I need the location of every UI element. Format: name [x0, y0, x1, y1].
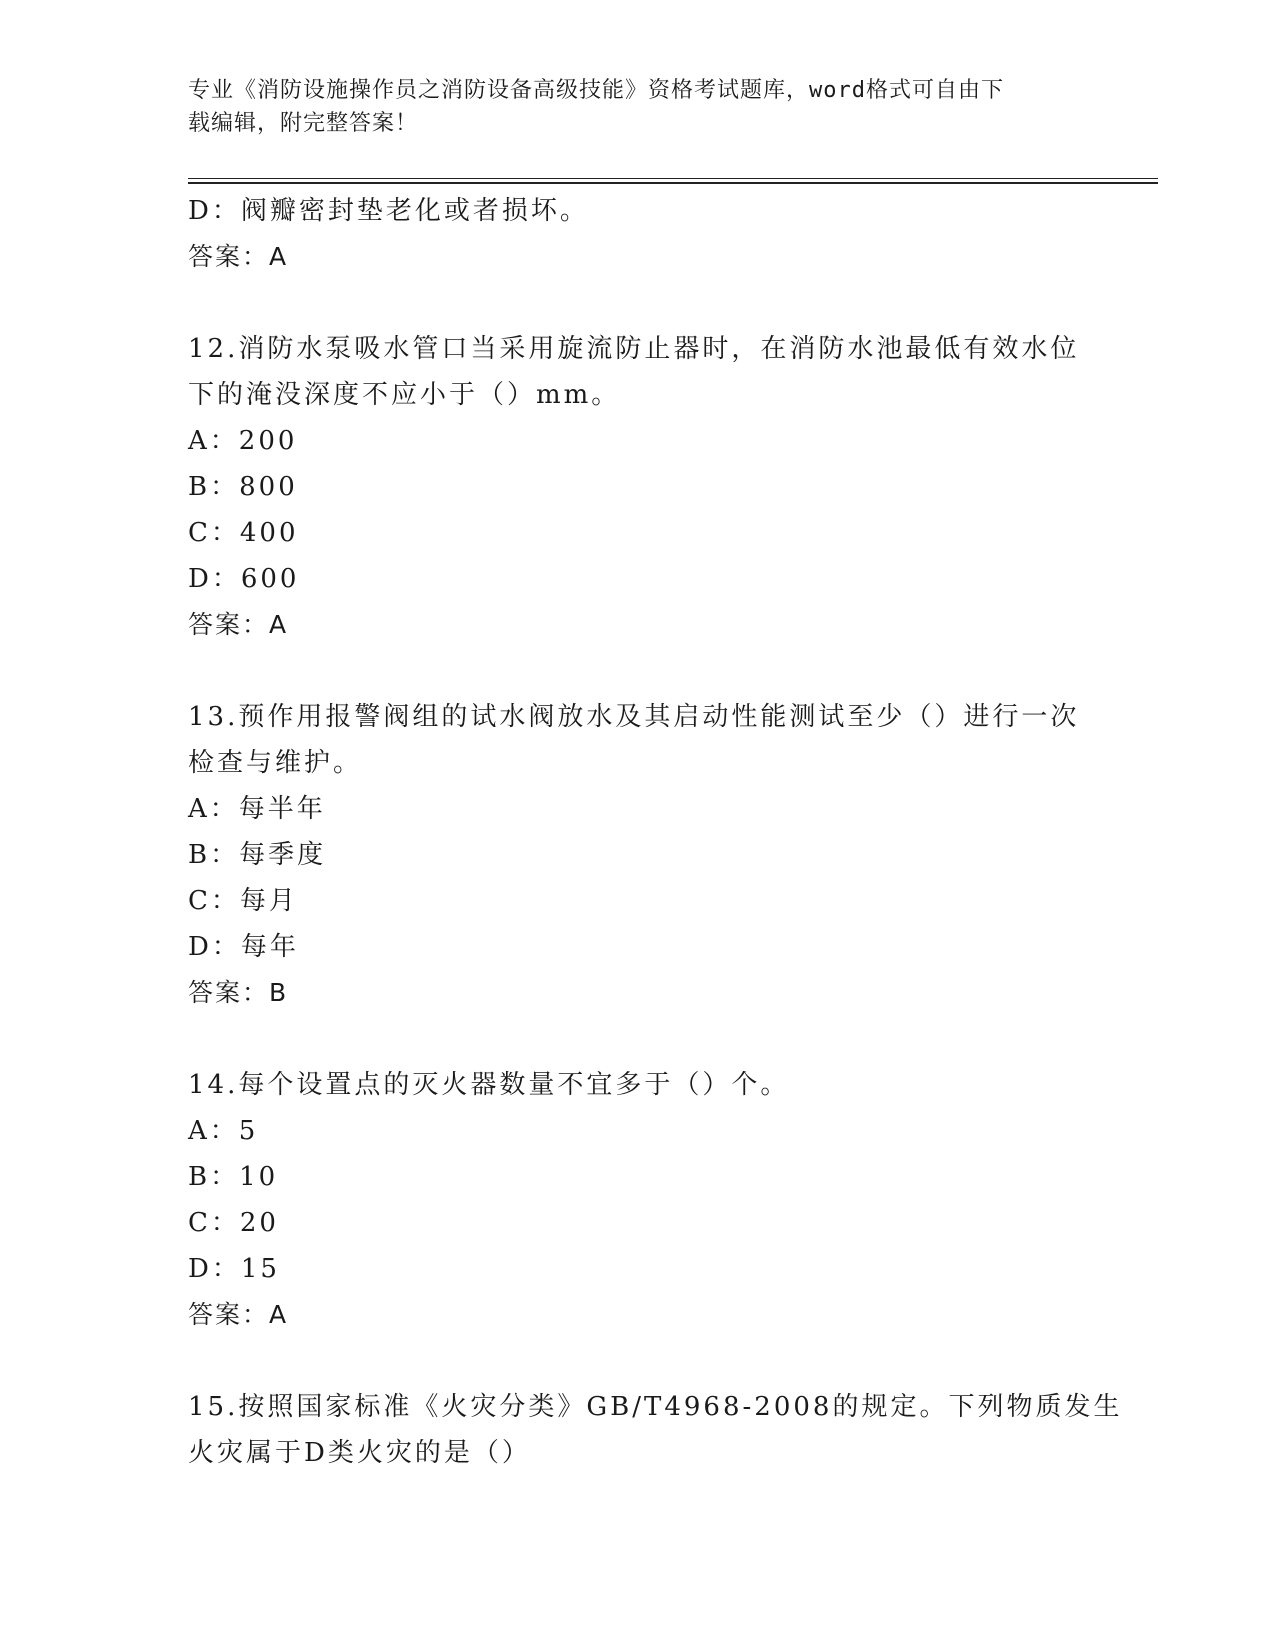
option-a: A：5 [188, 1116, 259, 1146]
option-a: A：每半年 [188, 794, 326, 824]
question-text-line-1: 15.按照国家标准《火灾分类》GB/T4968-2008的规定。下列物质发生 [188, 1392, 1123, 1422]
option-c: C：每月 [188, 886, 298, 916]
question-text-line-2: 火灾属于D类火灾的是（） [188, 1438, 531, 1468]
header-line-1: 专业《消防设施操作员之消防设备高级技能》资格考试题库，word格式可自由下 [188, 78, 1004, 103]
option-c: C：20 [188, 1208, 279, 1238]
option-c: C：400 [188, 518, 299, 548]
question-13 [188, 694, 1088, 1016]
question-list [188, 188, 1123, 1476]
option-b: B：10 [188, 1162, 279, 1192]
option-b: B：800 [188, 472, 298, 502]
answer-line: 答案：B [188, 978, 289, 1007]
answer-line: 答案：A [188, 1300, 289, 1329]
question-15 [188, 1384, 1123, 1476]
header-line-2: 载编辑，附完整答案！ [188, 111, 419, 136]
header-divider-thick [188, 182, 1158, 184]
answer-line: 答案：A [188, 242, 289, 271]
option-d: D：600 [188, 564, 300, 594]
question-text-line-1: 12.消防水泵吸水管口当采用旋流防止器时，在消防水池最低有效水位 [188, 334, 1080, 364]
option-b: B：每季度 [188, 840, 327, 870]
question-text-line-2: 检查与维护。 [188, 748, 363, 778]
option-d: D：每年 [188, 932, 299, 962]
option-a: A：200 [188, 426, 298, 456]
answer-line: 答案：A [188, 610, 289, 639]
previous-question-tail [188, 188, 1088, 280]
header-divider-thin [188, 178, 1158, 179]
option-d: D：15 [188, 1254, 280, 1284]
question-14 [188, 1062, 1088, 1338]
question-text-line-1: 14.每个设置点的灭火器数量不宜多于（）个。 [188, 1070, 790, 1100]
question-text-line-1: 13.预作用报警阀组的试水阀放水及其启动性能测试至少（）进行一次 [188, 702, 1080, 732]
option-d: D：阀瓣密封垫老化或者损坏。 [188, 196, 589, 226]
document-header [188, 74, 1068, 140]
question-text-line-2: 下的淹没深度不应小于（）mm。 [188, 380, 621, 410]
question-12 [188, 326, 1088, 648]
